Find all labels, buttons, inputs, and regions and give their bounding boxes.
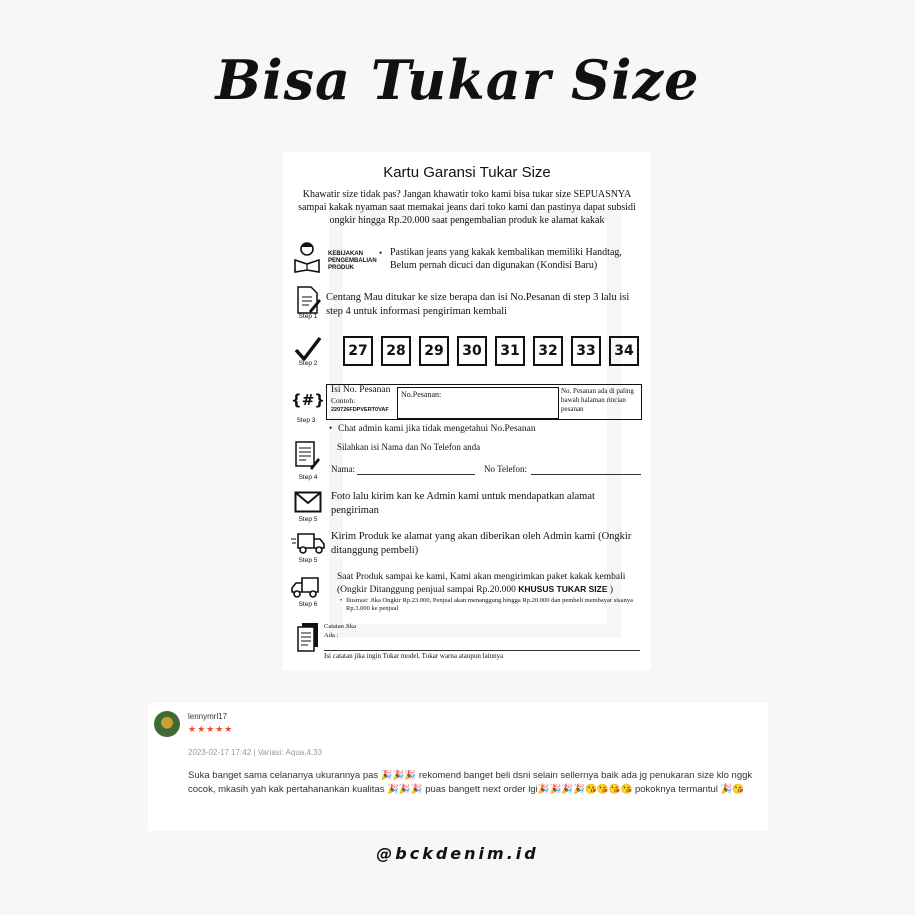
step-3-bullet: Chat admin kami jika tidak mengetahui No.Pesanan: [338, 424, 536, 434]
size-option-31[interactable]: 31: [495, 336, 525, 366]
hashtag-icon: {#}: [291, 391, 325, 409]
reading-person-icon: [293, 240, 321, 274]
step-4-label: Step 4: [298, 474, 318, 481]
step-6-note: Ilustrasi: Jika Ongkir Rp.23.000, Penjual akan menanggung hingga Rp.20.000 dan pembeli membayar sisanya Rp.3.000 ke penjual: [346, 597, 633, 612]
size-options: [343, 336, 639, 366]
phone-field[interactable]: [531, 474, 641, 475]
step-3-title: Isi No. Pesanan: [331, 385, 391, 395]
order-note: No. Pesanan ada di paling bawah halaman rincian pesanan: [561, 387, 634, 413]
notes-caption: Isi catatan jika ingin Tukar model, Tukar warna ataupun lainnya: [324, 652, 504, 660]
step-6-bold: KHUSUS TUKAR SIZE: [518, 584, 608, 594]
size-option-30[interactable]: 30: [457, 336, 487, 366]
step-6-close: ): [609, 585, 614, 595]
step-4-text: Silahkan isi Nama dan No Telefon anda: [337, 442, 481, 452]
brand-handle: @bckdenim.id: [376, 844, 539, 863]
step-5-label: Step 5: [298, 557, 318, 564]
step-1-label: Step 1: [298, 313, 318, 320]
policy-label: KEBIJAKAN PENGEMBALIAN PRODUK: [328, 251, 377, 271]
name-field[interactable]: [357, 474, 475, 475]
step-1-text: Centang Mau ditukar ke size berapa dan isi No.Pesanan di step 3 lalu isi step 4 untuk informasi pengiriman kembali: [326, 292, 630, 317]
review-stars: ★★★★★: [188, 725, 234, 735]
size-option-33[interactable]: 33: [571, 336, 601, 366]
card-title: Kartu Garansi Tukar Size: [383, 164, 551, 181]
notes-label: Catatan Jika Ada :: [324, 623, 356, 639]
step-3-example: 220726FDPVERT0VAF: [331, 407, 389, 413]
step-6-label: Step 6: [298, 601, 318, 608]
card-intro: Khawatir size tidak pas? Jangan khawatir toko kami bisa tukar size SEPUASNYA sampai kakak nyaman saat memakai jeans dari toko kami dan pastinya dapat subsidi ongkir hingga Rp.20.000 saat pengembalian produk ke alamat kakak: [298, 189, 636, 226]
step-5-ship-text: Kirim Produk ke alamat yang akan diberikan oleh Admin kami (Ongkir ditanggung pembeli): [331, 531, 632, 556]
document-edit-icon: [295, 285, 321, 315]
step-6-main: Saat Produk sampai ke kami, Kami akan mengirimkan paket kakak kembali (Ongkir Ditanggung penjual sampai Rp.20.000: [337, 572, 626, 595]
notes-field[interactable]: [324, 650, 640, 651]
bullet-dot: •: [379, 248, 383, 258]
review-username: lennymrl17: [188, 712, 228, 721]
headline: Bisa Tukar Size: [215, 48, 700, 112]
envelope-icon: [294, 490, 322, 514]
order-field-label: No.Pesanan:: [401, 390, 442, 399]
bullet-dot: •: [329, 423, 333, 433]
checkmark-icon: [294, 336, 322, 362]
phone-label: No Telefon:: [484, 464, 527, 474]
delivery-truck-icon: [290, 530, 326, 556]
step-3-label: Step 3: [296, 417, 316, 424]
form-document-icon: [294, 440, 320, 470]
review-meta: 2023-02-17 17:42 | Variasi: Aqua,4,33: [188, 748, 323, 757]
review-text: Suka banget sama celananya ukurannya pas 🎉🎉🎉 rekomend banget beli dsni selain sellernya baik ada jg penukaran size klo nggk cocok, mkasih yah kak pertahanankan kualitas 🎉🎉🎉 puas bangett next order lgi🎉🎉🎉🎉😘😘😘😘 pokoknya termantul 🎉😘: [188, 770, 753, 795]
policy-text: Pastikan jeans yang kakak kembalikan memiliki Handtag, Belum pernah dicuci dan digunakan (Kondisi Baru): [390, 247, 622, 271]
size-option-34[interactable]: 34: [609, 336, 639, 366]
step-2-label: Step 2: [298, 360, 318, 367]
name-label: Nama:: [331, 464, 355, 474]
avatar: [154, 711, 180, 737]
step-5-photo-text: Foto lalu kirim kan ke Admin kami untuk mendapatkan alamat pengiriman: [331, 491, 595, 516]
warranty-card: [283, 152, 651, 670]
size-option-27[interactable]: 27: [343, 336, 373, 366]
step-5-label: Step 5: [298, 516, 318, 523]
size-option-28[interactable]: 28: [381, 336, 411, 366]
notes-icon: [297, 622, 319, 652]
customer-review: [148, 703, 768, 831]
size-option-29[interactable]: 29: [419, 336, 449, 366]
return-truck-icon: [290, 574, 326, 600]
step-3-example-label: Contoh:: [331, 396, 356, 405]
step-6-text: [337, 571, 643, 596]
size-option-32[interactable]: 32: [533, 336, 563, 366]
bullet-dot: •: [340, 598, 343, 604]
order-number-field[interactable]: [397, 387, 559, 419]
